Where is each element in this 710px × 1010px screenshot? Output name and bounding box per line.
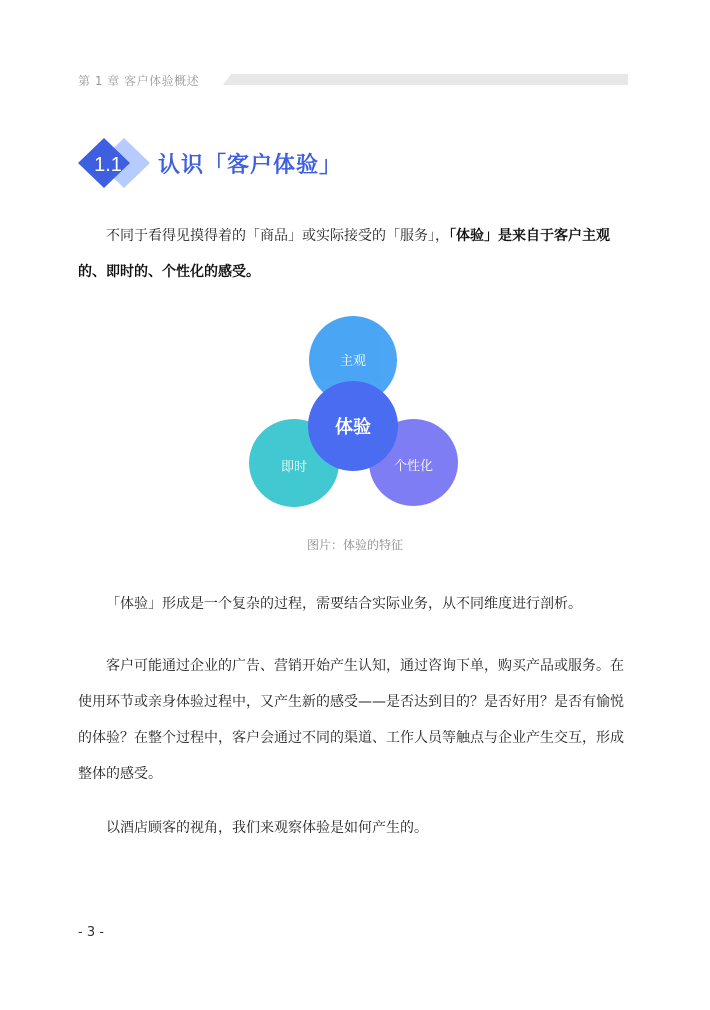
hotel-perspective-paragraph: 以酒店顾客的视角，我们来观察体验是如何产生的。 (106, 820, 428, 836)
subjective-label: 主观 (339, 354, 366, 369)
experience-center-circle (308, 381, 398, 471)
intro-text: 不同于看得见摸得着的「商品」或实际接受的「服务」， (106, 228, 449, 244)
figure-caption: 图片：体验的特征 (306, 538, 403, 552)
immediate-label: 即时 (280, 459, 307, 475)
page-number: - 3 - (78, 925, 104, 940)
chapter-label: 第 1 章 客户体验概述 (78, 74, 200, 88)
section-title: 认识「客户体验」 (158, 153, 343, 178)
personalized-label: 个性化 (393, 459, 433, 474)
experience-label: 体验 (335, 417, 371, 438)
header-divider-bar (223, 74, 628, 85)
section-number: 1.1 (94, 154, 122, 176)
intro-paragraph (78, 218, 634, 290)
process-paragraph: 「体验」形成是一个复杂的过程，需要结合实际业务，从不同维度进行剖析。 (106, 596, 582, 612)
section-number-badge (78, 136, 150, 190)
customer-journey-paragraph: 客户可能通过企业的广告、营销开始产生认知，通过咨询下单，购买产品或服务。在使用环节或亲身体验过程中，又产生新的感受——是否达到目的？是否好用？是否有愉悦的体验？在整个过程中，客户会通过不同的渠道、工作人员等触点与企业产生交互，形成整体的感受。 (78, 658, 624, 782)
page-header (78, 72, 630, 90)
intro-bold-text: 「体验」是来自于客户主观的、即时的、个性化的感受。 (78, 228, 610, 280)
section-heading (78, 136, 478, 190)
experience-features-diagram (240, 312, 470, 512)
